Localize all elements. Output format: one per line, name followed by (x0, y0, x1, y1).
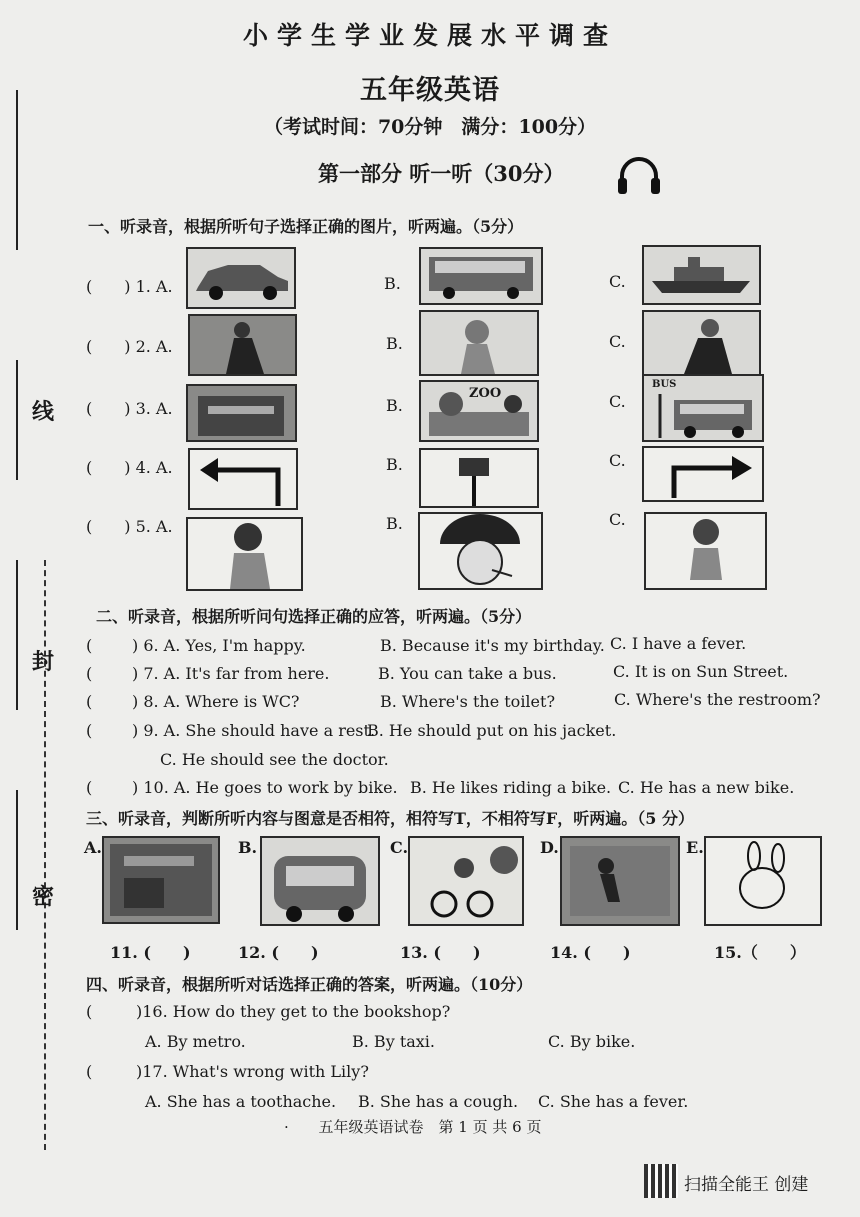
zoo-sign-text: ZOO (469, 386, 502, 401)
page-footer: 五年级英语试卷 第 1 页 共 6 页 (318, 1118, 542, 1136)
q1-label: ( ) 1. A. (86, 277, 173, 296)
q3-label: ( ) 3. A. (86, 399, 173, 418)
q10-option-a: ) 10. A. He goes to work by bike. (132, 778, 398, 797)
q8-paren: ( (86, 692, 93, 711)
q17-paren: ( (86, 1062, 93, 1081)
section2-heading: 二、听录音，根据所听问句选择正确的应答，听两遍。（5分） (96, 607, 532, 626)
q6-option-b: B. Because it's my birthday. (380, 636, 605, 655)
q2-c-label: C. (609, 332, 626, 351)
q9-paren: ( (86, 721, 93, 740)
q7-option-b: B. You can take a bus. (378, 664, 557, 683)
ship-image (642, 245, 761, 305)
part-title: 第一部分 听一听（30分） (318, 161, 565, 186)
q9-option-a: ) 9. A. She should have a rest. (132, 721, 376, 740)
q2-label: ( ) 2. A. (86, 337, 173, 356)
section4-heading: 四、听录音，根据所听对话选择正确的答案，听两遍。（10分） (86, 975, 533, 994)
bike-rider-image (408, 836, 524, 926)
q1-b-label: B. (384, 274, 401, 293)
sick-boy-image (644, 512, 767, 590)
q17-option-b: B. She has a cough. (358, 1092, 519, 1111)
thermometer-boy-image (418, 512, 543, 590)
q10-paren: ( (86, 778, 93, 797)
s3-label-d: D. (540, 838, 559, 857)
answer-13[interactable]: 13. ( ) (400, 943, 481, 962)
q16-option-c: C. By bike. (548, 1032, 636, 1051)
book-cover-image (102, 836, 220, 924)
turn-left-sign-image (188, 448, 298, 510)
q7-option-a: ) 7. A. It's far from here. (132, 664, 330, 683)
answer-14[interactable]: 14. ( ) (550, 943, 631, 962)
answer-15[interactable]: 15.（ ） (714, 943, 806, 962)
q16-paren: ( (86, 1002, 93, 1021)
bus-sign-text: BUS (652, 379, 677, 390)
q10-option-b: B. He likes riding a bike. (410, 778, 612, 797)
side-char-feng: 封 (32, 649, 55, 675)
rabbit-image (704, 836, 822, 926)
q2-b-label: B. (386, 334, 403, 353)
s3-label-c: C. (390, 838, 409, 857)
q17-option-c: C. She has a fever. (538, 1092, 689, 1111)
q1-c-label: C. (609, 272, 626, 291)
q7-paren: ( (86, 664, 93, 683)
q17-option-a: A. She has a toothache. (145, 1092, 337, 1111)
signpost-image (419, 448, 539, 508)
section3-heading: 三、听录音，判断所听内容与图意是否相符，相符写T，不相符写F，听两遍。（5 分） (86, 809, 694, 828)
zoo-image (419, 380, 539, 442)
q3-b-label: B. (386, 396, 403, 415)
answer-11[interactable]: 11. ( ) (110, 943, 191, 962)
girl-image (419, 310, 539, 376)
q9-option-b: B. He should put on his jacket. (367, 721, 617, 740)
subject-title: 五年级英语 (360, 75, 500, 106)
s3-label-e: E. (686, 838, 704, 857)
witch-image (642, 310, 761, 376)
binding-line (16, 560, 18, 710)
q5-b-label: B. (386, 514, 403, 533)
bus-stop-image (642, 374, 764, 442)
footer-dot: . (284, 1114, 289, 1132)
cartoon-bus-image (260, 836, 380, 926)
q9-option-c: C. He should see the doctor. (160, 750, 389, 769)
side-char-mi: 密 (32, 884, 55, 910)
answer-12[interactable]: 12. ( ) (238, 943, 319, 962)
s3-label-b: B. (238, 838, 258, 857)
page-title: 小学生学业发展水平调查 (242, 21, 617, 50)
q5-c-label: C. (609, 510, 626, 529)
q17-question: )17. What's wrong with Lily? (136, 1062, 369, 1081)
q5-label: ( ) 5. A. (86, 517, 173, 536)
q4-c-label: C. (609, 451, 626, 470)
q3-c-label: C. (609, 392, 626, 411)
turn-right-sign-image (642, 446, 764, 502)
q6-paren: ( (86, 636, 93, 655)
exam-info: （考试时间：70分钟 满分：100分） (263, 116, 597, 138)
running-man-image (560, 836, 680, 926)
q7-option-c: C. It is on Sun Street. (613, 662, 789, 681)
cinema-image (186, 384, 297, 442)
side-char-xian: 线 (32, 399, 55, 425)
s3-label-a: A. (84, 838, 102, 857)
section1-heading: 一、听录音，根据所听句子选择正确的图片，听两遍。（5分） (88, 217, 524, 236)
headphones-icon (616, 154, 662, 196)
q4-b-label: B. (386, 455, 403, 474)
qr-code-icon (644, 1164, 678, 1198)
q8-option-a: ) 8. A. Where is WC? (132, 692, 300, 711)
woman-image (188, 314, 297, 376)
scanner-watermark: 扫描全能王 创建 (684, 1175, 809, 1195)
q8-option-c: C. Where's the restroom? (614, 690, 821, 709)
q16-question: )16. How do they get to the bookshop? (136, 1002, 451, 1021)
q8-option-b: B. Where's the toilet? (380, 692, 556, 711)
q16-option-b: B. By taxi. (352, 1032, 436, 1051)
car-image (186, 247, 296, 309)
q16-option-a: A. By metro. (145, 1032, 246, 1051)
q4-label: ( ) 4. A. (86, 458, 173, 477)
bus-image (419, 247, 543, 305)
q6-option-a: ) 6. A. Yes, I'm happy. (132, 636, 306, 655)
binding-line (16, 360, 18, 480)
sneezing-boy-image (186, 517, 303, 591)
binding-line (16, 790, 18, 930)
q10-option-c: C. He has a new bike. (618, 778, 795, 797)
q6-option-c: C. I have a fever. (610, 634, 747, 653)
